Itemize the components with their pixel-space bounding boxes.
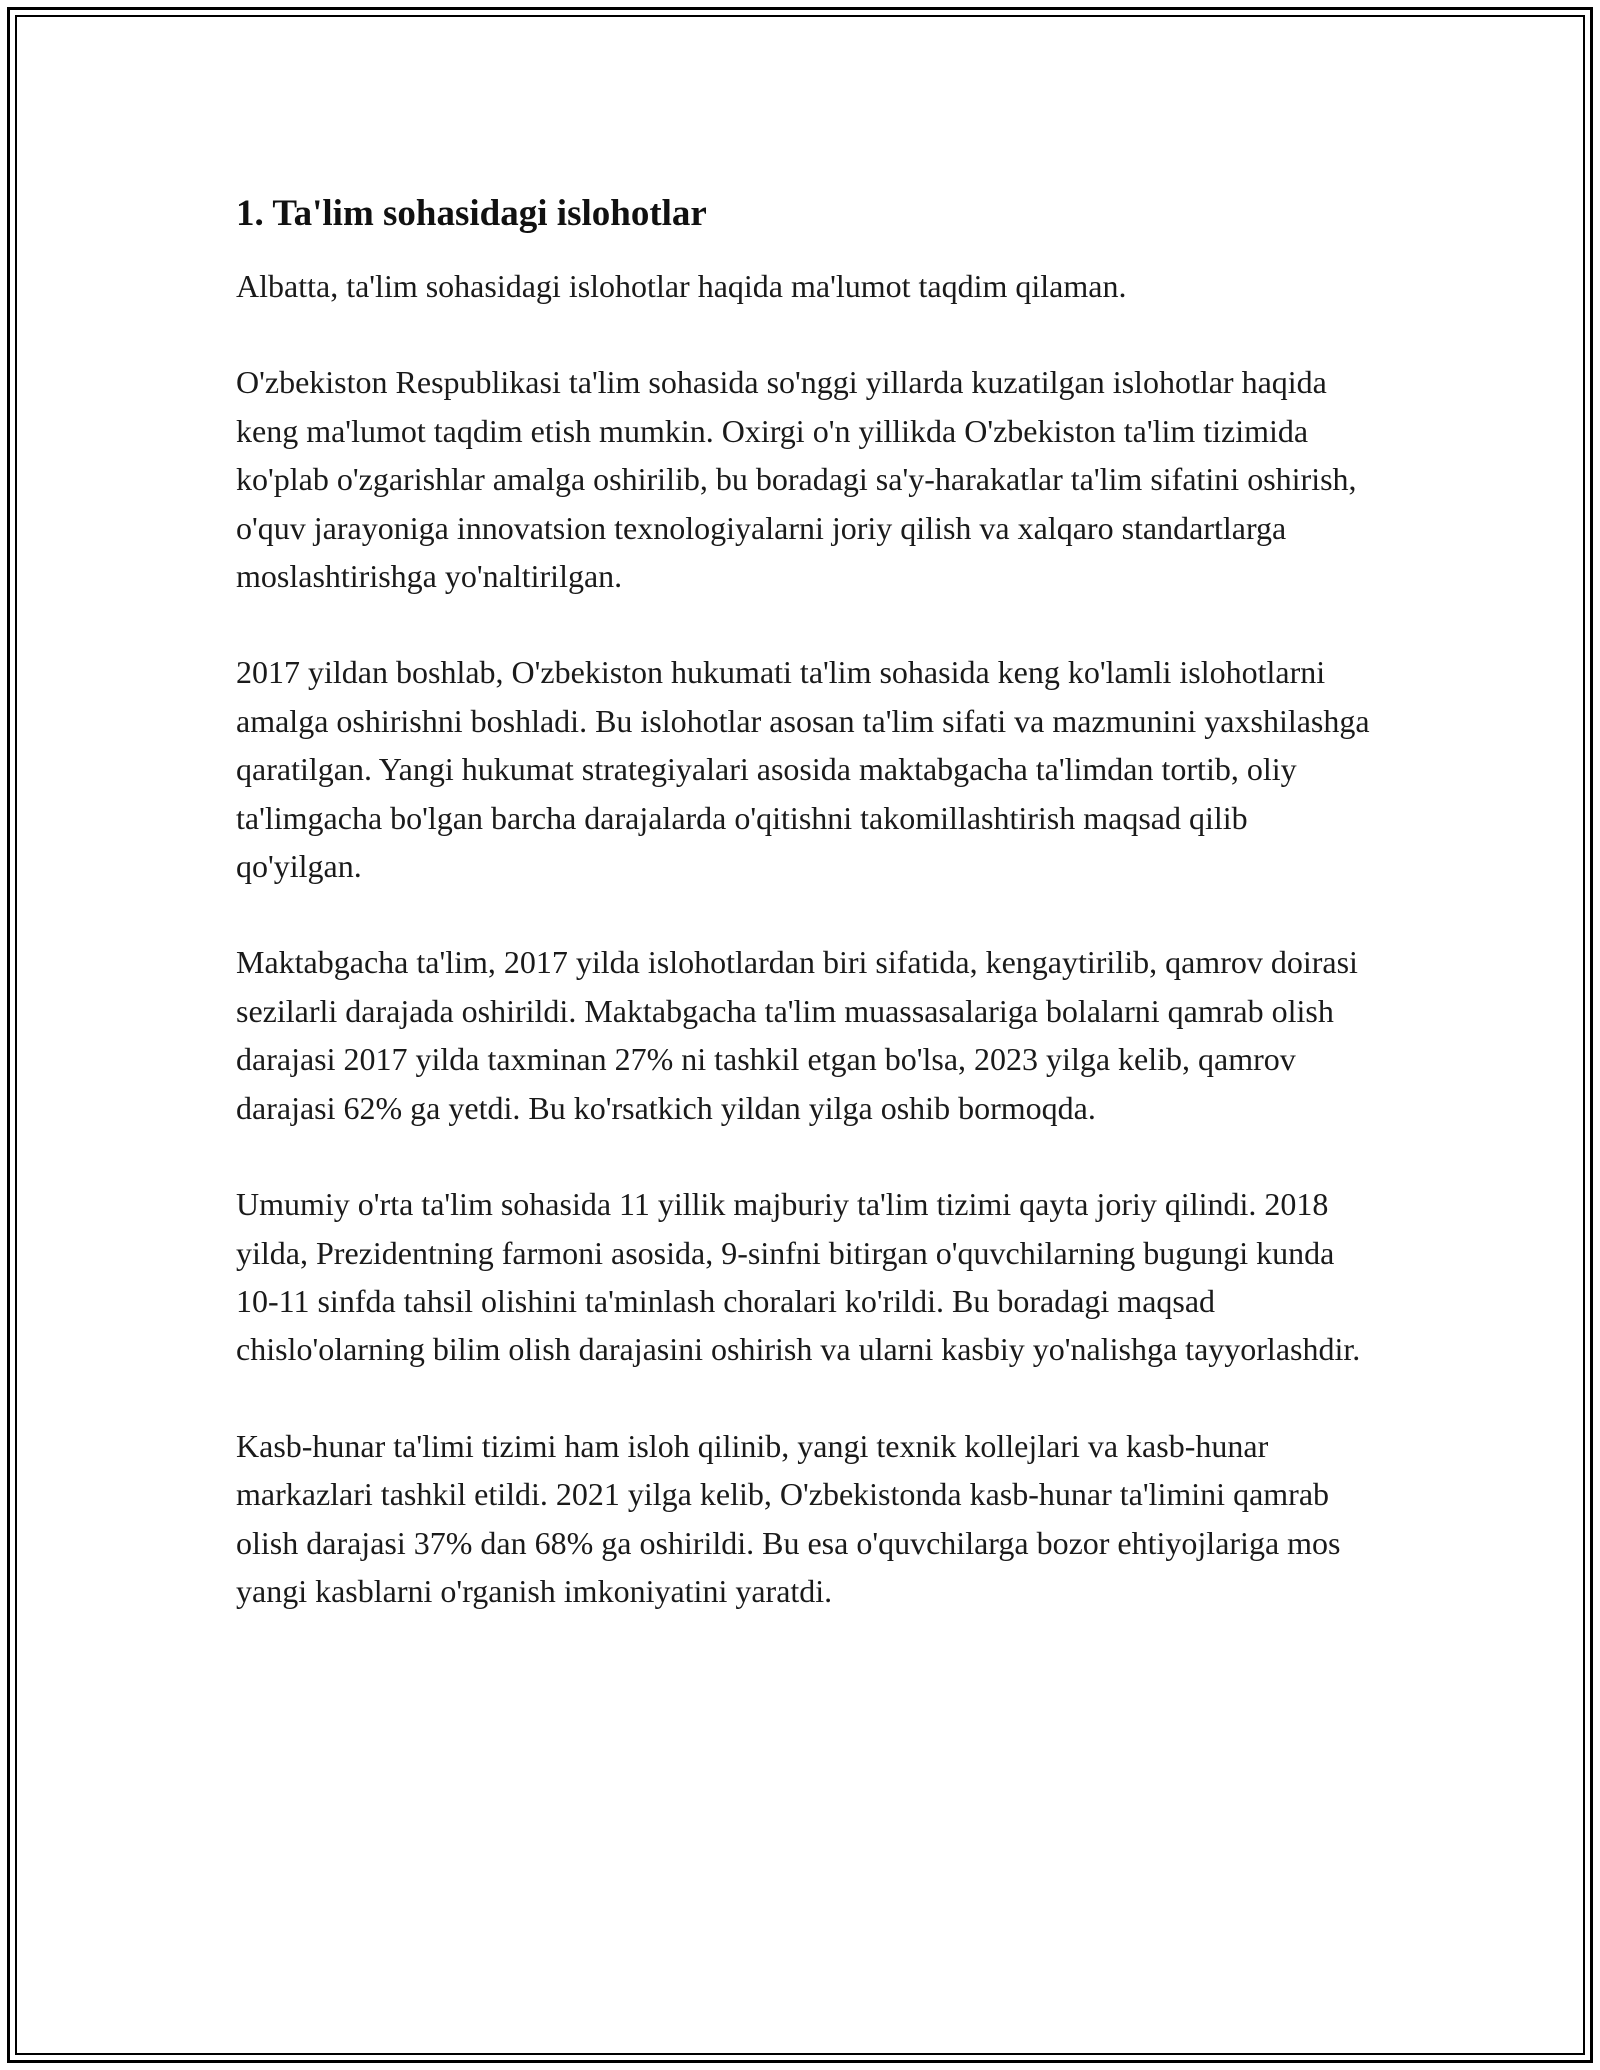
preschool-paragraph: Maktabgacha ta'lim, 2017 yilda islohotlardan biri sifatida, kengaytirilib, qamrov doirasi sezilarli darajada oshirildi. Maktabgacha ta'lim muassasalariga bolalarni qamrab olish darajasi 2017 yilda taxminan 27% ni tashkil etgan bo'lsa, 2023 yilga kelib, qamrov darajasi 62% ga yetdi. Bu ko'rsatkich yildan yilga oshib bormoqda.: [236, 944, 1358, 1126]
intro-paragraph: Albatta, ta'lim sohasidagi islohotlar haqida ma'lumot taqdim qilaman.: [236, 268, 1127, 304]
reforms-2017-paragraph: 2017 yildan boshlab, O'zbekiston hukumati ta'lim sohasida keng ko'lamli islohotlarni amalga oshirishni boshladi. Bu islohotlar asosan ta'lim sifati va mazmunini yaxshilashga qaratilgan. Yangi hukumat strategiyalari asosida maktabgacha ta'limdan tortib, oliy ta'limgacha bo'lgan barcha darajalarda o'qitishni takomillashtirish maqsad qilib qo'yilgan.: [236, 654, 1370, 885]
overview-paragraph: O'zbekiston Respublikasi ta'lim sohasida so'nggi yillarda kuzatilgan islohotlar haqida keng ma'lumot taqdim etish mumkin. Oxirgi o'n yillikda O'zbekiston ta'lim tizimida ko'plab o'zgarishlar amalga oshirilib, bu boradagi sa'y-harakatlar ta'lim sifatini oshirish, o'quv jarayoniga innovatsion texnologiyalarni joriy qilish va xalqaro standartlarga moslashtirishga yo'naltirilgan.: [236, 364, 1357, 595]
vocational-education-paragraph: Kasb-hunar ta'limi tizimi ham isloh qilinib, yangi texnik kollejlari va kasb-hunar markazlari tashkil etildi. 2021 yilga kelib, O'zbekistonda kasb-hunar ta'limini qamrab olish darajasi 37% dan 68% ga oshirildi. Bu esa o'quvchilarga bozor ehtiyojlariga mos yangi kasblarni o'rganish imkoniyatini yaratdi.: [236, 1427, 1341, 1609]
section-heading: 1. Ta'lim sohasidagi islohotlar: [236, 193, 707, 234]
secondary-education-paragraph: Umumiy o'rta ta'lim sohasida 11 yillik majburiy ta'lim tizimi qayta joriy qilindi. 2018 yilda, Prezidentning farmoni asosida, 9-sinfni bitirgan o'quvchilarning bugungi kunda 10-11 sinfda tahsil olishini ta'minlash choralari ko'rildi. Bu boradagi maqsad chislo'olarning bilim olish darajasini oshirish va ularni kasbiy yo'nalishga tayyorlashdir.: [236, 1186, 1361, 1368]
document-body: [236, 188, 1376, 1663]
